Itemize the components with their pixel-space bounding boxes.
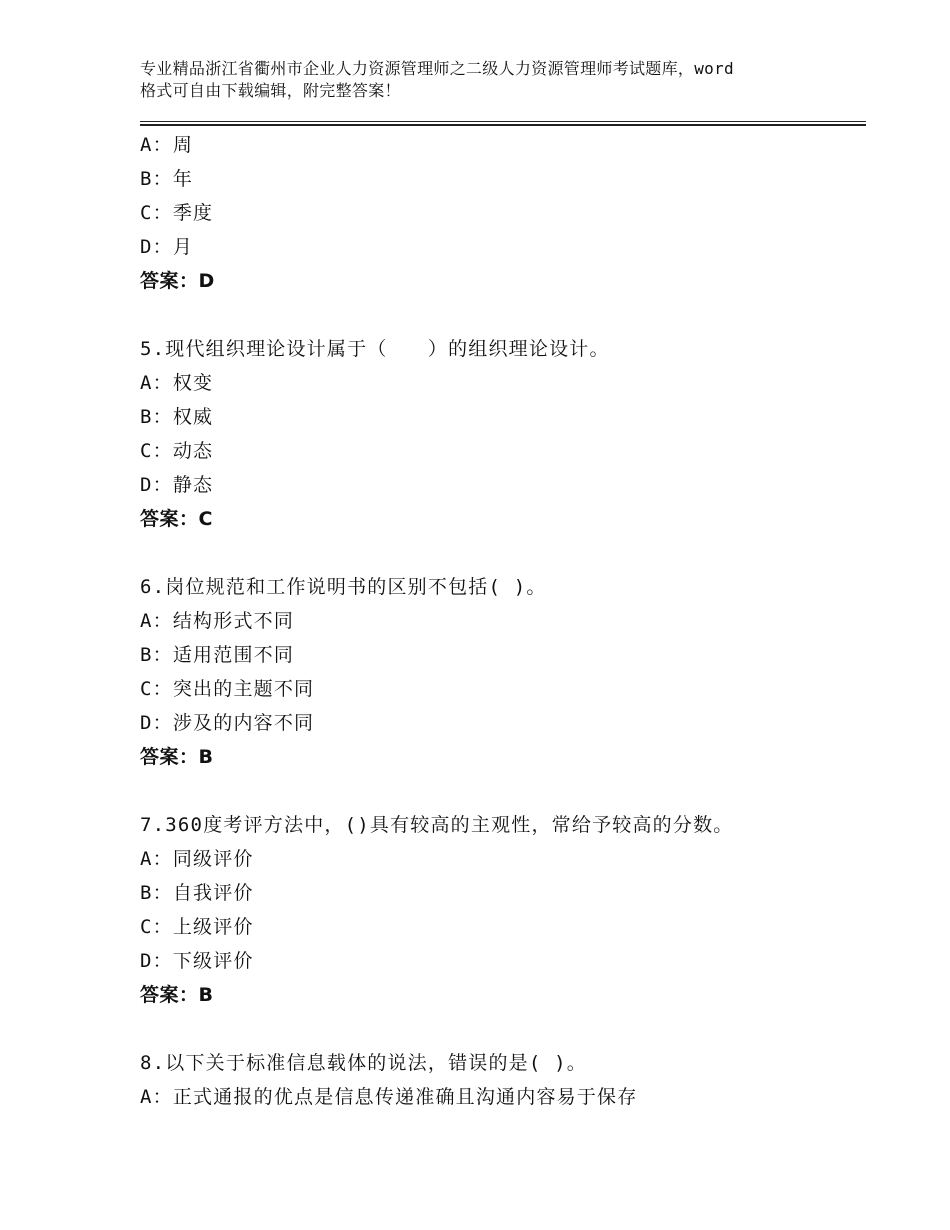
question-7: [140, 808, 866, 1012]
document-header: [140, 58, 840, 102]
option-a: A：同级评价: [140, 848, 254, 870]
question-text: 7.360度考评方法中，()具有较高的主观性，常给予较高的分数。: [140, 814, 734, 836]
question-text: 8.以下关于标准信息载体的说法，错误的是( )。: [140, 1052, 587, 1074]
option-b: B：自我评价: [140, 882, 254, 904]
option-d: D：月: [140, 236, 194, 258]
option-c: C：动态: [140, 440, 214, 462]
header-divider-thick: [140, 124, 866, 126]
spacer: [140, 536, 866, 570]
question-text: 6.岗位规范和工作说明书的区别不包括( )。: [140, 576, 547, 598]
option-d: D：下级评价: [140, 950, 254, 972]
answer-line: 答案：B: [140, 984, 214, 1006]
spacer: [140, 1012, 866, 1046]
answer-line: 答案：C: [140, 508, 213, 530]
answer-line: 答案：B: [140, 746, 214, 768]
question-6: [140, 570, 866, 774]
answer-line: 答案：D: [140, 270, 215, 292]
spacer: [140, 298, 866, 332]
spacer: [140, 774, 866, 808]
option-b: B：年: [140, 168, 194, 190]
option-d: D：涉及的内容不同: [140, 712, 315, 734]
header-line-2: 格式可自由下载编辑，附完整答案！: [140, 81, 401, 100]
header-divider-thin: [140, 121, 866, 122]
option-c: C：季度: [140, 202, 214, 224]
question-text: 5.现代组织理论设计属于（ ）的组织理论设计。: [140, 338, 610, 360]
option-a: A：权变: [140, 372, 214, 394]
question-5: [140, 332, 866, 536]
option-c: C：突出的主题不同: [140, 678, 315, 700]
option-b: B：适用范围不同: [140, 644, 295, 666]
option-b: B：权威: [140, 406, 214, 428]
option-d: D：静态: [140, 474, 214, 496]
option-a: A：正式通报的优点是信息传递准确且沟通内容易于保存: [140, 1086, 638, 1108]
option-a: A：周: [140, 134, 194, 156]
header-line-1: 专业精品浙江省衢州市企业人力资源管理师之二级人力资源管理师考试题库，word: [140, 59, 734, 78]
question-list: [140, 128, 866, 1114]
question-4: [140, 128, 866, 298]
option-a: A：结构形式不同: [140, 610, 295, 632]
option-c: C：上级评价: [140, 916, 254, 938]
question-8: [140, 1046, 866, 1114]
